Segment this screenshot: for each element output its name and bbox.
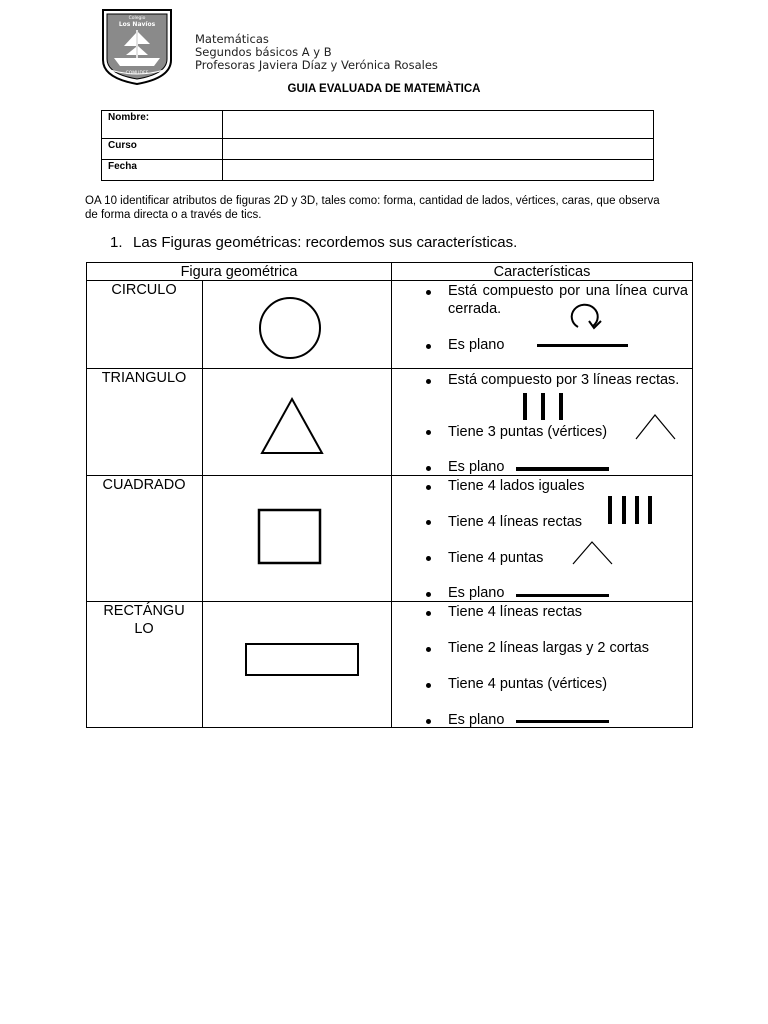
bullet bbox=[426, 592, 431, 597]
triangle-shape bbox=[259, 395, 325, 457]
learning-objective: OA 10 identificar atributos de figuras 2D y 3D, tales como: forma, cantidad de lados, vértices, caras, que observa de forma directa o a través de tics. bbox=[85, 195, 660, 221]
section-title: Las Figuras geométricas: recordemos sus características. bbox=[133, 234, 518, 251]
logo-text-line1: Colegio bbox=[128, 16, 146, 21]
shape-name-rectangle bbox=[87, 602, 201, 638]
line-mark-icon bbox=[541, 393, 545, 420]
date-field[interactable] bbox=[223, 160, 654, 181]
header-characteristics: Características bbox=[493, 264, 591, 280]
header-info bbox=[195, 33, 438, 72]
feature-text: Está compuesto por 3 líneas rectas. bbox=[448, 372, 680, 388]
bullet bbox=[426, 647, 431, 652]
feature-text: Tiene 2 líneas largas y 2 cortas bbox=[448, 640, 649, 656]
shape-name-line2: LO bbox=[134, 621, 154, 637]
subject-text: Matemáticas bbox=[195, 32, 269, 46]
logo-motto: COMUDEF bbox=[125, 71, 149, 76]
feature-text: Es plano bbox=[448, 337, 505, 353]
bullet bbox=[426, 719, 431, 724]
table-row bbox=[102, 111, 654, 139]
feature-text: Está compuesto por una línea curva cerrada. bbox=[448, 283, 688, 317]
page-title: GUIA EVALUADA DE MATEMÀTICA bbox=[287, 83, 481, 95]
table-row bbox=[102, 160, 654, 181]
feature-text: Tiene 4 líneas rectas bbox=[448, 604, 583, 620]
feature-text: Tiene 3 puntas (vértices) bbox=[448, 424, 608, 440]
date-label: Fecha bbox=[102, 160, 223, 181]
bullet bbox=[426, 344, 431, 349]
feature-text: Es plano bbox=[448, 712, 505, 728]
course-label: Curso bbox=[102, 139, 223, 160]
vertex-icon bbox=[635, 413, 677, 441]
line-mark-icon bbox=[523, 393, 527, 420]
bullet bbox=[426, 611, 431, 616]
teachers-text: Profesoras Javiera Díaz y Verónica Rosales bbox=[195, 58, 438, 72]
square-shape bbox=[257, 508, 323, 566]
rectangle-shape bbox=[244, 642, 360, 677]
straight-line-icon bbox=[516, 594, 609, 597]
straight-line-icon bbox=[537, 344, 628, 347]
shape-name-line1: RECTÁNGU bbox=[103, 603, 185, 619]
column-divider bbox=[202, 281, 203, 727]
name-field[interactable] bbox=[223, 111, 654, 139]
circle-shape bbox=[257, 295, 323, 361]
line-mark-icon bbox=[559, 393, 563, 420]
feature-text: Es plano bbox=[448, 585, 505, 601]
name-label: Nombre: bbox=[102, 111, 223, 139]
curved-arrow-icon bbox=[561, 299, 609, 331]
course-field[interactable] bbox=[223, 139, 654, 160]
column-divider bbox=[391, 263, 392, 727]
bullet bbox=[426, 430, 431, 435]
shape-name-triangle: TRIANGULO bbox=[101, 370, 187, 386]
bullet bbox=[426, 290, 431, 295]
section-heading bbox=[110, 234, 517, 251]
section-number: 1. bbox=[110, 234, 123, 251]
logo-text-line2: Los Navíos bbox=[118, 21, 156, 28]
bullet bbox=[426, 520, 431, 525]
shape-name-square: CUADRADO bbox=[102, 477, 186, 493]
bullet bbox=[426, 683, 431, 688]
feature-text: Tiene 4 puntas bbox=[448, 550, 544, 566]
shape-name-circle: CIRCULO bbox=[111, 282, 177, 298]
line-mark-icon bbox=[648, 496, 652, 524]
vertex-icon bbox=[572, 540, 614, 566]
line-mark-icon bbox=[635, 496, 639, 524]
bullet bbox=[426, 556, 431, 561]
bullet bbox=[426, 466, 431, 471]
straight-line-icon bbox=[516, 467, 609, 471]
header-figure: Figura geométrica bbox=[180, 264, 298, 280]
bullet bbox=[426, 485, 431, 490]
feature-text: Tiene 4 lados iguales bbox=[448, 478, 585, 494]
student-info-table bbox=[101, 110, 654, 181]
table-row bbox=[102, 139, 654, 160]
feature-text: Es plano bbox=[448, 459, 505, 475]
line-mark-icon bbox=[622, 496, 626, 524]
bullet bbox=[426, 379, 431, 384]
straight-line-icon bbox=[516, 720, 609, 723]
school-logo bbox=[100, 8, 174, 86]
grades-text: Segundos básicos A y B bbox=[195, 45, 332, 59]
figures-table bbox=[86, 262, 693, 728]
feature-text: Tiene 4 líneas rectas bbox=[448, 514, 583, 530]
line-mark-icon bbox=[608, 496, 612, 524]
feature-text: Tiene 4 puntas (vértices) bbox=[448, 676, 608, 692]
